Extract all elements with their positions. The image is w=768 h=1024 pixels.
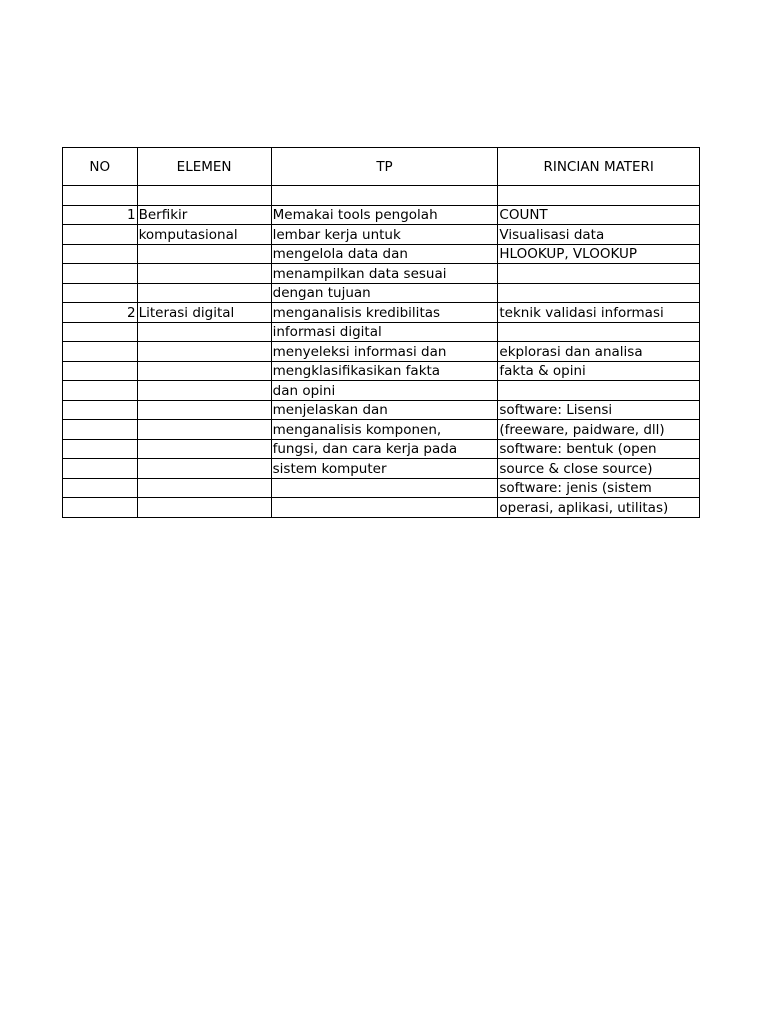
table-row (63, 420, 700, 440)
elemen-cell: Berfikir (137, 205, 271, 225)
elemen-cell (137, 420, 271, 440)
rincian-materi-cell: (freeware, paidware, dll) (498, 420, 700, 440)
table-row (63, 244, 700, 264)
header-tp: TP (271, 148, 498, 186)
no-cell (63, 264, 138, 284)
no-cell (63, 498, 138, 518)
table-body (63, 186, 700, 518)
no-cell: 1 (63, 205, 138, 225)
elemen-cell (137, 381, 271, 401)
elemen-cell (137, 478, 271, 498)
header-elemen: ELEMEN (137, 148, 271, 186)
no-cell (63, 244, 138, 264)
tp-cell: lembar kerja untuk (271, 225, 498, 245)
no-cell (63, 283, 138, 303)
rincian-materi-cell: Visualisasi data (498, 225, 700, 245)
tp-cell: fungsi, dan cara kerja pada (271, 439, 498, 459)
tp-cell: dan opini (271, 381, 498, 401)
tp-cell: dengan tujuan (271, 283, 498, 303)
elemen-cell (137, 400, 271, 420)
header-rincian-materi: RINCIAN MATERI (498, 148, 700, 186)
elemen-cell (137, 439, 271, 459)
no-cell (63, 322, 138, 342)
table-row (63, 478, 700, 498)
tp-cell: menyeleksi informasi dan (271, 342, 498, 362)
table-row (63, 264, 700, 284)
rincian-materi-cell: software: bentuk (open (498, 439, 700, 459)
table-row (63, 342, 700, 362)
tp-cell: mengelola data dan (271, 244, 498, 264)
tp-cell: menganalisis komponen, (271, 420, 498, 440)
tp-cell: informasi digital (271, 322, 498, 342)
table-header (63, 148, 700, 186)
tp-cell: sistem komputer (271, 459, 498, 479)
table-row (63, 283, 700, 303)
elemen-cell (137, 342, 271, 362)
no-cell (63, 400, 138, 420)
elemen-cell: Literasi digital (137, 303, 271, 323)
no-cell: 2 (63, 303, 138, 323)
curriculum-table (62, 147, 700, 518)
elemen-cell (137, 322, 271, 342)
table-row (63, 303, 700, 323)
table-row (63, 498, 700, 518)
table-row (63, 400, 700, 420)
no-cell (63, 439, 138, 459)
no-cell (63, 225, 138, 245)
no-cell (63, 459, 138, 479)
header-no: NO (63, 148, 138, 186)
table-row (63, 205, 700, 225)
header-row (63, 148, 700, 186)
tp-cell: menjelaskan dan (271, 400, 498, 420)
rincian-materi-cell (498, 322, 700, 342)
rincian-materi-cell: HLOOKUP, VLOOKUP (498, 244, 700, 264)
table-row (63, 381, 700, 401)
no-cell (63, 420, 138, 440)
no-cell (63, 361, 138, 381)
rincian-materi-cell (498, 283, 700, 303)
elemen-cell (137, 283, 271, 303)
tp-cell: menampilkan data sesuai (271, 264, 498, 284)
tp-cell (271, 186, 498, 206)
no-cell (63, 381, 138, 401)
rincian-materi-cell (498, 264, 700, 284)
elemen-cell (137, 498, 271, 518)
table-row (63, 225, 700, 245)
tp-cell: menganalisis kredibilitas (271, 303, 498, 323)
rincian-materi-cell (498, 381, 700, 401)
table-row (63, 439, 700, 459)
rincian-materi-cell: software: jenis (sistem (498, 478, 700, 498)
tp-cell (271, 498, 498, 518)
rincian-materi-cell: COUNT (498, 205, 700, 225)
no-cell (63, 186, 138, 206)
elemen-cell (137, 361, 271, 381)
rincian-materi-cell: teknik validasi informasi (498, 303, 700, 323)
no-cell (63, 342, 138, 362)
elemen-cell (137, 264, 271, 284)
table-row (63, 459, 700, 479)
tp-cell: mengklasifikasikan fakta (271, 361, 498, 381)
rincian-materi-cell: fakta & opini (498, 361, 700, 381)
rincian-materi-cell: software: Lisensi (498, 400, 700, 420)
rincian-materi-cell: ekplorasi dan analisa (498, 342, 700, 362)
elemen-cell: komputasional (137, 225, 271, 245)
table-row (63, 361, 700, 381)
elemen-cell (137, 459, 271, 479)
table-row (63, 322, 700, 342)
rincian-materi-cell: operasi, aplikasi, utilitas) (498, 498, 700, 518)
tp-cell (271, 478, 498, 498)
rincian-materi-cell: source & close source) (498, 459, 700, 479)
rincian-materi-cell (498, 186, 700, 206)
tp-cell: Memakai tools pengolah (271, 205, 498, 225)
elemen-cell (137, 244, 271, 264)
elemen-cell (137, 186, 271, 206)
no-cell (63, 478, 138, 498)
table-row (63, 186, 700, 206)
